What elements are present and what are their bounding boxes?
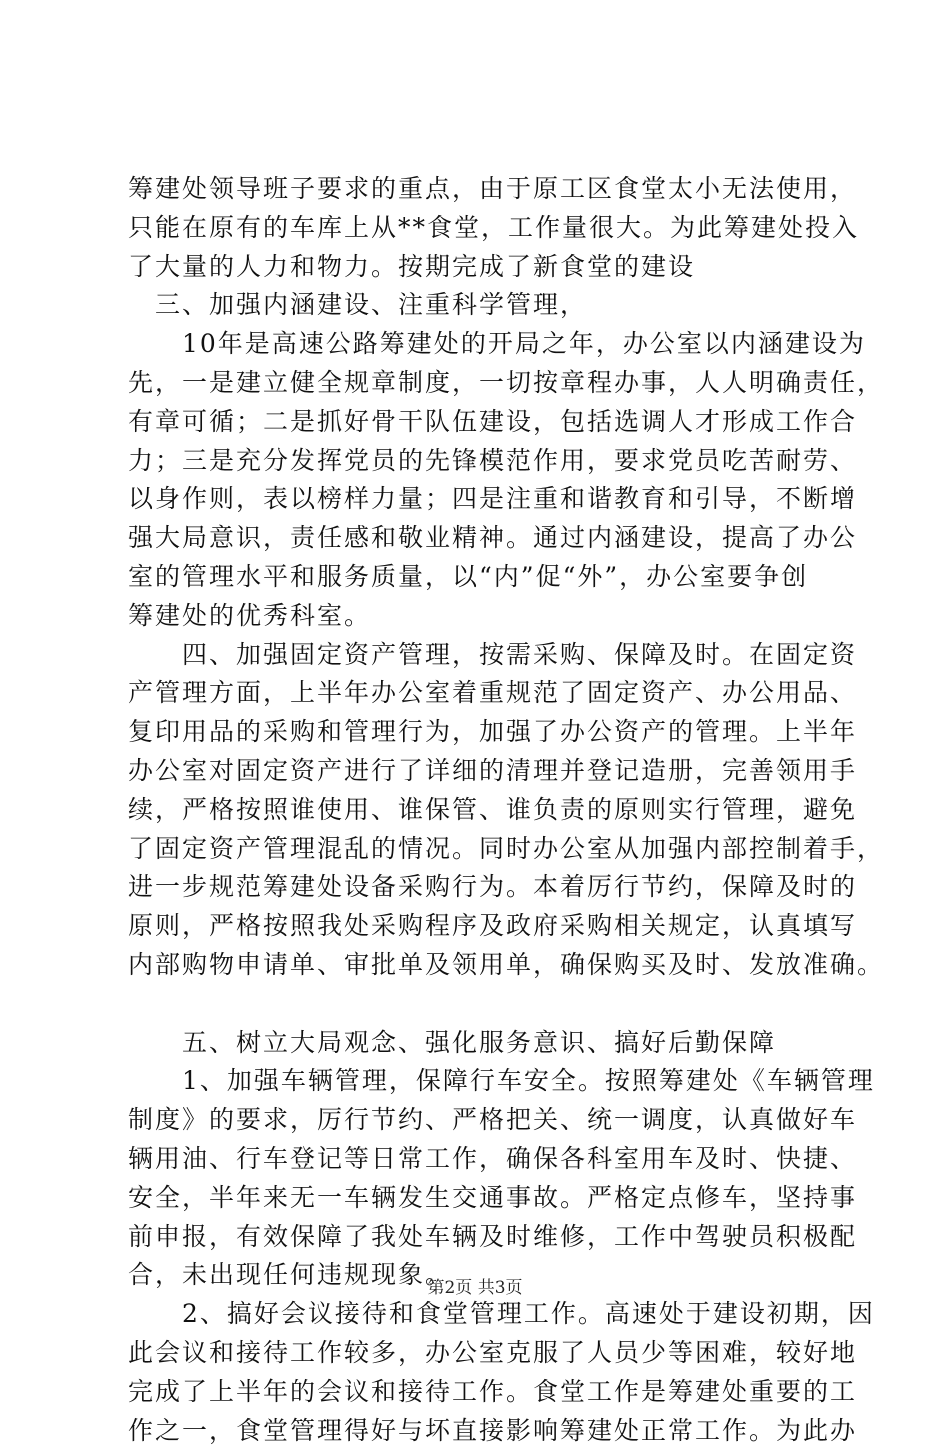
document-body bbox=[128, 170, 840, 1450]
text-line: 筹建处的优秀科室。 bbox=[128, 597, 840, 636]
text-line: 办公室对固定资产进行了详细的清理并登记造册，完善领用手 bbox=[128, 752, 840, 791]
text-line: 四、加强固定资产管理，按需采购、保障及时。在固定资 bbox=[128, 636, 840, 675]
text-line: 1、加强车辆管理，保障行车安全。按照筹建处《车辆管理 bbox=[128, 1062, 840, 1101]
blank-line bbox=[128, 985, 840, 1024]
text-line: 2、搞好会议接待和食堂管理工作。高速处于建设初期，因 bbox=[128, 1295, 840, 1334]
text-line: 辆用油、行车登记等日常工作，确保各科室用车及时、快捷、 bbox=[128, 1140, 840, 1179]
text-line: 作之一，食堂管理得好与坏直接影响筹建处正常工作。为此办 bbox=[128, 1412, 840, 1450]
text-line: 有章可循；二是抓好骨干队伍建设，包括选调人才形成工作合 bbox=[128, 403, 840, 442]
text-line: 原则，严格按照我处采购程序及政府采购相关规定，认真填写 bbox=[128, 907, 840, 946]
page-footer: 第2页 共3页 bbox=[0, 1273, 950, 1298]
text-line: 五、树立大局观念、强化服务意识、搞好后勤保障 bbox=[128, 1024, 840, 1063]
text-line: 制度》的要求，厉行节约、严格把关、统一调度，认真做好车 bbox=[128, 1101, 840, 1140]
text-line: 筹建处领导班子要求的重点，由于原工区食堂太小无法使用， bbox=[128, 170, 840, 209]
text-line: 10年是高速公路筹建处的开局之年，办公室以内涵建设为 bbox=[128, 325, 840, 364]
text-line: 复印用品的采购和管理行为，加强了办公资产的管理。上半年 bbox=[128, 713, 840, 752]
text-line: 了大量的人力和物力。按期完成了新食堂的建设 bbox=[128, 248, 840, 287]
text-line: 此会议和接待工作较多，办公室克服了人员少等困难，较好地 bbox=[128, 1334, 840, 1373]
text-line: 完成了上半年的会议和接待工作。食堂工作是筹建处重要的工 bbox=[128, 1373, 840, 1412]
text-line: 安全，半年来无一车辆发生交通事故。严格定点修车，坚持事 bbox=[128, 1179, 840, 1218]
text-line: 合，未出现任何违规现象。 bbox=[128, 1256, 840, 1295]
text-line: 内部购物申请单、审批单及领用单，确保购买及时、发放准确。 bbox=[128, 946, 840, 985]
text-line: 只能在原有的车库上从**食堂，工作量很大。为此筹建处投入 bbox=[128, 209, 840, 248]
text-line: 强大局意识，责任感和敬业精神。通过内涵建设，提高了办公 bbox=[128, 519, 840, 558]
text-line: 进一步规范筹建处设备采购行为。本着厉行节约，保障及时的 bbox=[128, 868, 840, 907]
text-line: 以身作则，表以榜样力量；四是注重和谐教育和引导，不断增 bbox=[128, 480, 840, 519]
text-line: 前申报，有效保障了我处车辆及时维修，工作中驾驶员积极配 bbox=[128, 1218, 840, 1257]
text-line: 三、加强内涵建设、注重科学管理， bbox=[128, 286, 840, 325]
text-line: 先，一是建立健全规章制度，一切按章程办事，人人明确责任， bbox=[128, 364, 840, 403]
text-line: 室的管理水平和服务质量，以“内”促“外”，办公室要争创 bbox=[128, 558, 840, 597]
text-line: 产管理方面，上半年办公室着重规范了固定资产、办公用品、 bbox=[128, 674, 840, 713]
text-line: 了固定资产管理混乱的情况。同时办公室从加强内部控制着手， bbox=[128, 830, 840, 869]
text-line: 力；三是充分发挥党员的先锋模范作用，要求党员吃苦耐劳、 bbox=[128, 442, 840, 481]
text-line: 续，严格按照谁使用、谁保管、谁负责的原则实行管理，避免 bbox=[128, 791, 840, 830]
